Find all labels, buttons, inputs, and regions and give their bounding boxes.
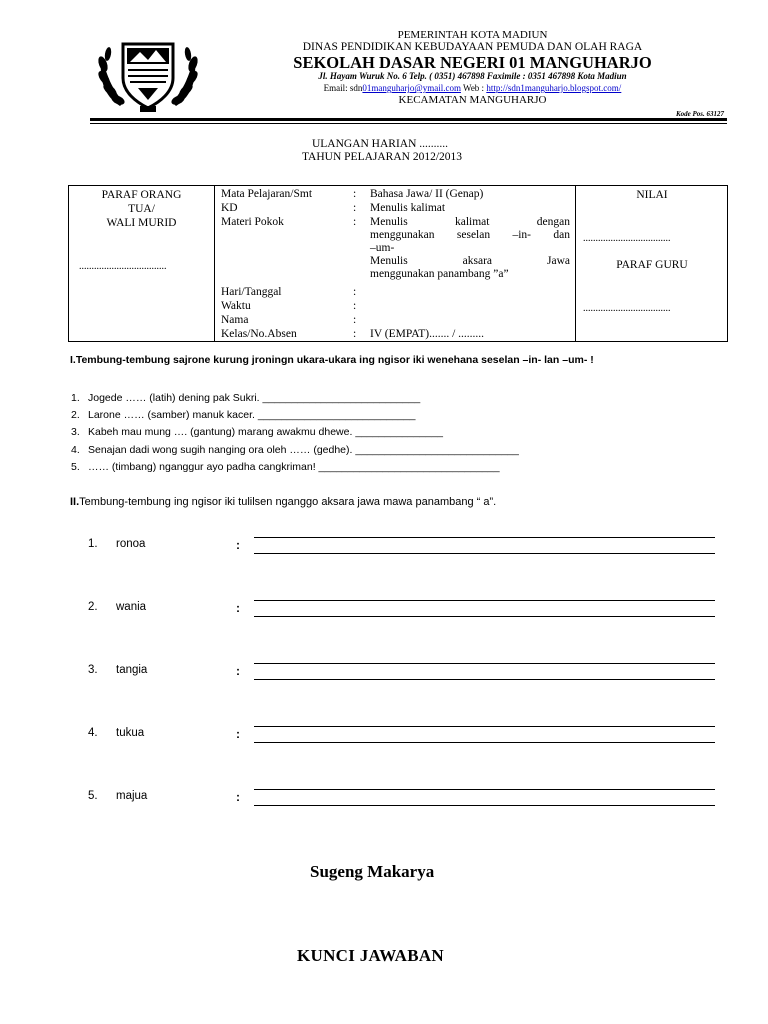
section2-text: Tembung-tembung ing ngisor iki tulilsen nganggo aksara jawa mawa panambang “ a”. <box>79 496 497 508</box>
section2-number: II. <box>70 496 80 508</box>
madiun-crest-icon <box>90 34 206 114</box>
academic-year: TAHUN PELAJARAN 2012/2013 <box>301 151 463 163</box>
kd-label: KD <box>221 202 238 214</box>
time-label: Waktu <box>221 300 251 312</box>
word-number: 1. <box>88 538 98 550</box>
answer-line[interactable] <box>254 663 715 664</box>
word-number: 4. <box>88 727 98 739</box>
question-number: 4. <box>71 444 80 456</box>
word-text: ronoa <box>116 538 146 550</box>
colon: : <box>353 328 357 340</box>
email-link[interactable]: 01manguharjo@ymail.com <box>362 83 461 93</box>
materi-label: Materi Pokok <box>221 216 284 228</box>
colon: : <box>236 538 240 552</box>
answer-line[interactable] <box>254 600 715 601</box>
section2-instruction <box>70 496 496 508</box>
word-item <box>88 727 144 739</box>
question-item[interactable] <box>71 409 415 421</box>
class-value: IV (EMPAT)....... / ......... <box>370 328 485 340</box>
answer-line[interactable] <box>254 742 715 743</box>
section1-instruction: I.Tembung-tembung sajrone kurung jroningn ukara-ukara ing ngisor iki wenehana seselan –in- lan –um- ! <box>70 354 594 366</box>
web-link[interactable]: http://sdn1manguharjo.blogspot.com/ <box>486 83 622 93</box>
colon: : <box>353 202 357 214</box>
answer-line[interactable] <box>254 553 715 554</box>
score-field[interactable]: ................................... <box>583 233 671 244</box>
answer-line[interactable] <box>254 537 715 538</box>
colon: : <box>236 727 240 741</box>
letterhead-divider-thick <box>90 118 727 121</box>
question-item[interactable] <box>71 461 500 473</box>
answer-line[interactable] <box>254 726 715 727</box>
answer-line[interactable] <box>254 805 715 806</box>
answer-line[interactable] <box>254 679 715 680</box>
answer-key-heading: KUNCI JAWABAN <box>297 946 444 965</box>
materi-value: Menulis kalimat dengan menggunakan seselan –in- dan –um- Menulis aksara Jawa menggunakan panambang ”a” <box>370 216 570 280</box>
parent-signature-field[interactable]: ................................... <box>79 261 167 272</box>
question-item[interactable] <box>71 392 420 404</box>
question-text: …… (timbang) nganggur ayo padha cangkriman! _______________________________ <box>88 461 500 473</box>
question-number: 5. <box>71 461 80 473</box>
colon: : <box>236 601 240 615</box>
question-number: 3. <box>71 426 80 438</box>
letterhead-government: PEMERINTAH KOTA MADIUN <box>397 29 548 41</box>
question-number: 1. <box>71 392 80 404</box>
parent-signature-line1: PARAF ORANG <box>101 189 182 201</box>
letterhead-district: KECAMATAN MANGUHARJO <box>398 94 547 106</box>
exam-title: ULANGAN HARIAN .......... <box>311 138 449 150</box>
web-label: Web : <box>460 83 487 93</box>
letterhead-contact <box>250 84 695 93</box>
subject-label: Mata Pelajaran/Smt <box>221 188 313 200</box>
class-label: Kelas/No.Absen <box>221 328 297 340</box>
colon: : <box>353 314 357 326</box>
word-item <box>88 664 147 676</box>
colon: : <box>236 790 240 804</box>
word-number: 5. <box>88 790 98 802</box>
closing-greeting: Sugeng Makarya <box>310 862 435 881</box>
exam-info-table <box>68 185 728 342</box>
answer-line[interactable] <box>254 789 715 790</box>
question-text: Jogede …… (latih) dening pak Sukri. ___________________________ <box>88 392 421 404</box>
question-text: Kabeh mau mung …. (gantung) marang awakmu dhewe. _______________ <box>88 426 443 438</box>
word-number: 2. <box>88 601 98 613</box>
teacher-signature-header: PARAF GURU <box>616 259 688 271</box>
date-label: Hari/Tanggal <box>221 286 282 298</box>
colon: : <box>353 300 357 312</box>
parent-signature-line3: WALI MURID <box>106 217 177 229</box>
colon: : <box>353 216 357 228</box>
word-text: majua <box>116 790 148 802</box>
subject-value: Bahasa Jawa/ II (Genap) <box>370 188 484 200</box>
colon: : <box>236 664 240 678</box>
colon: : <box>353 286 357 298</box>
word-item <box>88 601 146 613</box>
letterhead-department: DINAS PENDIDIKAN KEBUDAYAAN PEMUDA DAN OLAH RAGA <box>302 41 643 53</box>
letterhead-address: Jl. Hayam Wuruk No. 6 Telp. ( 0351) 467898 Faximile : 0351 467898 Kota Madiun <box>318 71 627 81</box>
score-header: NILAI <box>636 189 668 201</box>
question-text: Senajan dadi wong sugih nanging ora oleh …… (gedhe). ____________________________ <box>88 444 519 456</box>
question-item[interactable] <box>71 426 443 438</box>
word-item <box>88 538 145 550</box>
question-item[interactable] <box>71 444 519 456</box>
word-text: wania <box>116 601 147 613</box>
kd-value: Menulis kalimat <box>370 202 446 214</box>
email-label: Email: sdn <box>323 83 363 93</box>
answer-line[interactable] <box>254 616 715 617</box>
letterhead-school-name: SEKOLAH DASAR NEGERI 01 MANGUHARJO <box>293 53 652 72</box>
colon: : <box>353 188 357 200</box>
table-divider <box>214 186 215 341</box>
word-item <box>88 790 147 802</box>
question-text: Larone …… (samber) manuk kacer. ___________________________ <box>88 409 416 421</box>
name-label: Nama <box>221 314 249 326</box>
word-text: tukua <box>116 727 145 739</box>
letterhead-divider-thin <box>90 123 727 124</box>
word-text: tangia <box>116 664 148 676</box>
parent-signature-line2: TUA/ <box>128 203 155 215</box>
word-number: 3. <box>88 664 98 676</box>
postal-code: Kode Pos. 63127 <box>675 110 724 118</box>
teacher-signature-field[interactable]: ................................... <box>583 303 671 314</box>
question-number: 2. <box>71 409 80 421</box>
parent-signature-header <box>69 188 214 230</box>
